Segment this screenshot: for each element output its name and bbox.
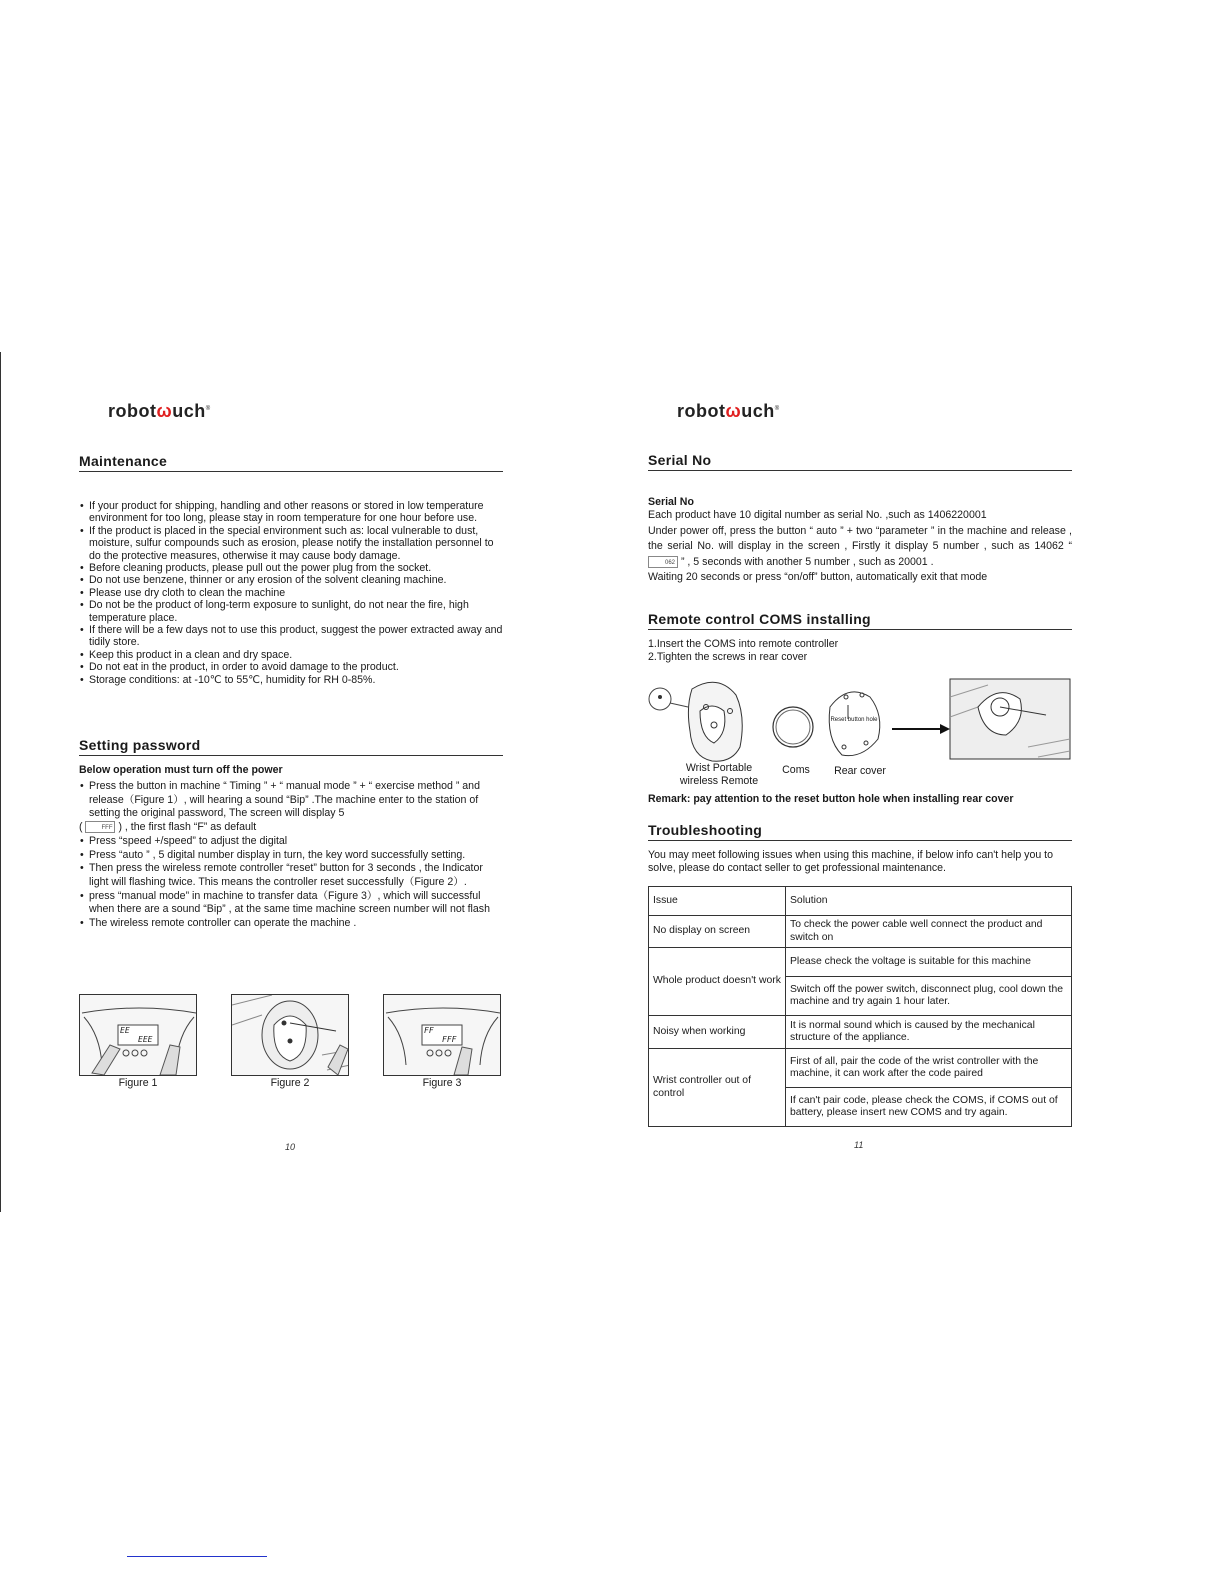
page-number: 11	[854, 1140, 864, 1150]
list-item: • Storage conditions: at -10℃ to 55℃, humidity for RH 0-85%.	[79, 674, 503, 686]
control-panel-image: FF FFF	[383, 994, 501, 1076]
brand-logo: robotωuch®	[108, 401, 211, 421]
wrist-remote-image	[231, 994, 349, 1076]
solution-cell: Please check the voltage is suitable for this machine	[786, 948, 1072, 977]
table-header-row	[649, 887, 1072, 916]
reset-hole-label: Reset button hole	[830, 717, 878, 723]
header-issue: Issue	[649, 887, 786, 916]
figure-caption: Figure 1	[118, 1077, 158, 1089]
list-item: • Press the button in machine “ Timing ” + “ manual mode ” + “ exercise method ” and release（Figure 1）, will hearing a sound “Bip” .The machine enter to the station of setting the original password, The screen will display 5 ( FFF ) , the first flash “F” as default	[79, 780, 503, 835]
list-item: • If there will be a few days not to use this product, suggest the power extracted away and tidily store.	[79, 624, 503, 649]
troubleshooting-intro: You may meet following issues when using this machine, if below info can't help you to solve, please do contact seller to get professional maintenance.	[648, 849, 1054, 874]
table-row	[649, 1049, 1072, 1088]
table-row	[649, 916, 1072, 948]
issue-cell: No display on screen	[649, 916, 786, 948]
issue-cell: Noisy when working	[649, 1016, 786, 1049]
figure-3	[383, 994, 501, 1089]
coms-remark: Remark: pay attention to the reset button hole when installing rear cover	[648, 793, 1014, 805]
page-number: 10	[285, 1142, 296, 1152]
section-title: Maintenance	[79, 453, 503, 472]
header-solution: Solution	[786, 887, 1072, 916]
list-item: • The wireless remote controller can operate the machine .	[79, 917, 503, 931]
list-item: • Before cleaning products, please pull out the power plug from the socket.	[79, 562, 503, 574]
solution-cell: If can't pair code, please check the COMS, if COMS out of battery, please insert new COMS and try again.	[786, 1088, 1072, 1127]
control-panel-image: EE EEE	[79, 994, 197, 1076]
list-item: • Then press the wireless remote controller “reset” button for 3 seconds , the Indicator light will flashing twice. This means the controller reset successfully（Figure 2）.	[79, 862, 503, 889]
coms-step: 2.Tighten the screws in rear cover	[648, 650, 808, 663]
list-item: • If your product for shipping, handling and other reasons or stored in low temperature environment for too long, please stay in room temperature for one hour before use.	[79, 500, 503, 525]
footer-link-line	[127, 1556, 267, 1557]
list-item: • Press “speed +/speed” to adjust the digital	[79, 835, 503, 849]
maintenance-list	[79, 500, 503, 686]
solution-cell: To check the power cable well connect the product and switch on	[786, 916, 1072, 948]
coms-diagram	[648, 677, 1072, 789]
section-title: Troubleshooting	[648, 822, 1072, 841]
password-steps	[79, 780, 503, 931]
list-item: • Press “auto ” , 5 digital number display in turn, the key word successfully setting.	[79, 849, 503, 863]
figure-caption: Figure 2	[270, 1077, 310, 1089]
table-row	[649, 1016, 1072, 1049]
rear-cover-label: Rear cover	[834, 765, 886, 777]
serial-line-2: Under power off, press the button “ auto ” + two “parameter ” in the machine and release , the serial No. will display in the screen , Firstly it display 5 number , such as 14062 “ 062 ” , 5 seconds with another 5 number , such as 20001 .	[648, 524, 1072, 568]
figure-2	[231, 994, 349, 1089]
display-icon: FFF	[85, 821, 115, 833]
figure-1	[79, 994, 197, 1089]
list-item: • If the product is placed in the special environment such as: local vulnerable to dust, moisture, sulfur compounds such as erosion, please notify the installation personnel to do the protective measures, otherwise it may cause body damage.	[79, 525, 503, 562]
solution-cell: It is normal sound which is caused by the mechanical structure of the appliance.	[786, 1016, 1072, 1049]
serial-line-1: Each product have 10 digital number as serial No. ,such as 1406220001	[648, 509, 987, 521]
list-item: • Please use dry cloth to clean the machine	[79, 587, 503, 599]
figure-caption: Figure 3	[422, 1077, 462, 1089]
list-item: • press “manual mode” in machine to transfer data（Figure 3）, which will successful when there are a sound “Bip” , at the same time machine screen number will not flash	[79, 890, 503, 917]
list-item: • Keep this product in a clean and dry space.	[79, 649, 503, 661]
coms-label: Coms	[782, 764, 810, 776]
brand-logo: robotωuch®	[677, 401, 780, 421]
list-item: • Do not eat in the product, in order to avoid damage to the product.	[79, 661, 503, 673]
troubleshooting-table	[648, 886, 1072, 1127]
solution-cell: First of all, pair the code of the wrist controller with the machine, it can work after the code paired	[786, 1049, 1072, 1088]
maintenance-section	[79, 453, 503, 686]
coms-step: 1.Insert the COMS into remote controller	[648, 638, 839, 650]
display-icon: 062	[648, 556, 678, 568]
list-item: • Do not be the product of long-term exposure to sunlight, do not near the fire, high temperature place.	[79, 599, 503, 624]
setting-password-section	[79, 737, 503, 931]
troubleshooting-section	[648, 822, 1072, 874]
serial-line-3: Waiting 20 seconds or press “on/off” button, automatically exit that mode	[648, 571, 988, 583]
page-edge-line	[0, 352, 1, 1212]
section-title: Serial No	[648, 452, 1072, 471]
remote-label: Wrist Portable wireless Remote	[679, 762, 759, 787]
section-title: Remote control COMS installing	[648, 611, 1072, 630]
serial-no-section	[648, 452, 1072, 586]
issue-cell: Whole product doesn't work	[649, 948, 786, 1016]
section-subtitle: Below operation must turn off the power	[79, 764, 283, 776]
coms-section	[648, 611, 1072, 663]
section-subtitle: Serial No	[648, 496, 694, 508]
table-row	[649, 948, 1072, 977]
list-item: • Do not use benzene, thinner or any erosion of the solvent cleaning machine.	[79, 574, 503, 586]
issue-cell: Wrist controller out of control	[649, 1049, 786, 1127]
section-title: Setting password	[79, 737, 503, 756]
solution-cell: Switch off the power switch, disconnect plug, cool down the machine and try again 1 hour later.	[786, 977, 1072, 1016]
